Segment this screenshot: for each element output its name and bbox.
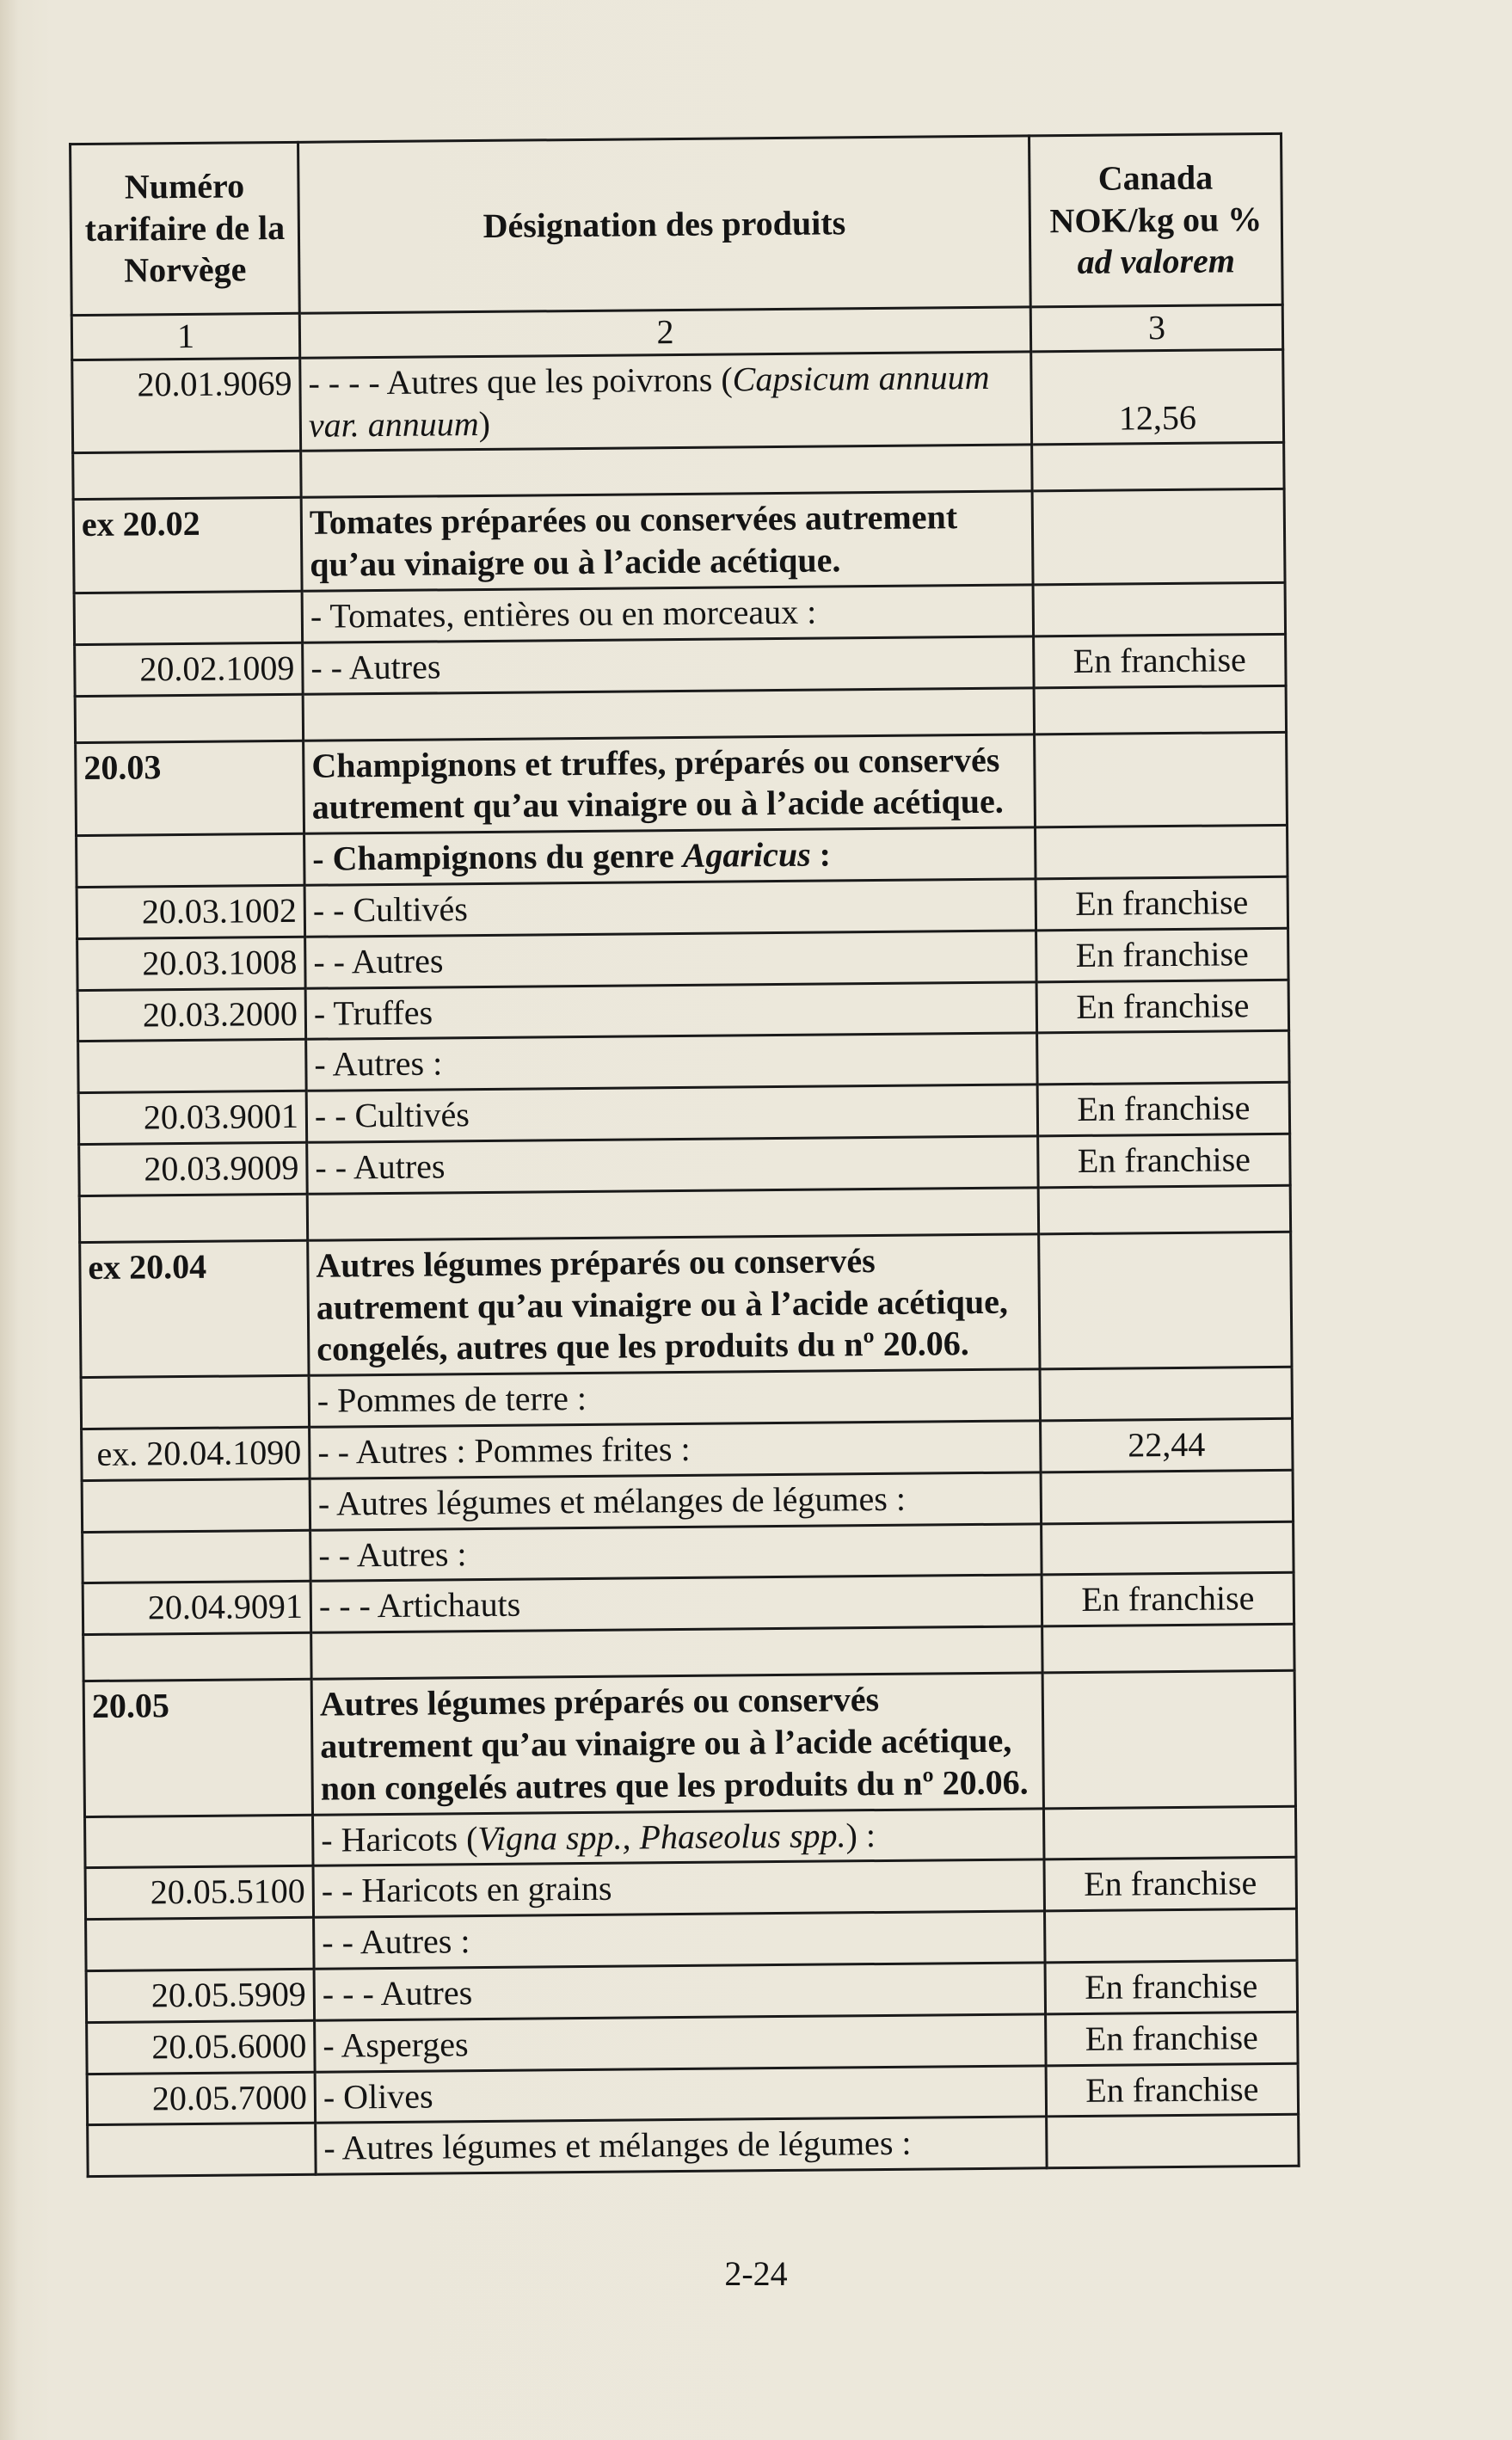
product-designation-cell bbox=[301, 491, 1033, 591]
designation-text: - Haricots ( bbox=[321, 1818, 478, 1859]
canada-duty-cell: En franchise bbox=[1038, 1134, 1291, 1187]
header-canada-duty-line2: ad valorem bbox=[1077, 241, 1236, 282]
header-tariff-number: Numéro tarifaire de la Norvège bbox=[71, 142, 300, 315]
designation-text: - Asperges bbox=[323, 2024, 469, 2065]
designation-text: - - - Autres bbox=[322, 1973, 473, 2013]
product-designation-cell bbox=[301, 445, 1032, 497]
canada-duty-cell: En franchise bbox=[1046, 2012, 1299, 2065]
designation-text: Autres légumes préparés ou conservés autrement qu’au vinaigre ou à l’acide acétique, congelés, autres que les produits du nº 20.06. bbox=[316, 1240, 1009, 1369]
tariff-number-cell bbox=[79, 1194, 307, 1242]
canada-duty-cell: En franchise bbox=[1036, 980, 1289, 1033]
tariff-number-cell: 20.03 bbox=[76, 741, 304, 836]
tariff-number-cell: 20.05.7000 bbox=[87, 2072, 316, 2125]
table-body bbox=[72, 349, 1299, 2177]
product-designation-cell bbox=[315, 2065, 1046, 2123]
canada-duty-cell bbox=[1035, 732, 1288, 827]
designation-text: - - Haricots en grains bbox=[321, 1869, 612, 1910]
product-designation-cell bbox=[306, 1085, 1037, 1142]
designation-text: Tomates préparées ou conservées autrement qu’au vinaigre ou à l’acide acétique. bbox=[309, 497, 958, 584]
table-header-row bbox=[71, 133, 1283, 315]
tariff-number-cell bbox=[85, 1815, 314, 1868]
designation-text: - - Cultivés bbox=[312, 889, 468, 930]
tariff-number-cell: 20.03.1002 bbox=[77, 885, 305, 938]
product-designation-cell bbox=[310, 1472, 1041, 1530]
designation-text: - Tomates, entières ou en morceaux : bbox=[310, 592, 817, 636]
tariff-number-cell bbox=[86, 1917, 315, 1970]
product-designation-cell bbox=[302, 585, 1033, 642]
tariff-number-cell: 20.02.1009 bbox=[75, 642, 304, 696]
designation-text: - Truffes bbox=[313, 993, 433, 1033]
product-designation-cell bbox=[310, 1575, 1042, 1632]
canada-duty-cell bbox=[1045, 1908, 1298, 1962]
table-row bbox=[83, 1670, 1295, 1816]
designation-text: Autres légumes préparés ou conservés autrement qu’au vinaigre ou à l’acide acétique, non congelés autres que les produits du nº 20.06. bbox=[319, 1680, 1029, 1808]
product-designation-cell bbox=[307, 1188, 1038, 1240]
tariff-number-cell bbox=[82, 1478, 310, 1532]
tariff-table bbox=[69, 132, 1300, 2178]
product-designation-cell bbox=[313, 1859, 1044, 1917]
canada-duty-cell: En franchise bbox=[1034, 634, 1287, 687]
canada-duty-cell: 22,44 bbox=[1041, 1418, 1294, 1472]
designation-text: - - Cultivés bbox=[314, 1095, 470, 1135]
tariff-number-cell: 20.05.5100 bbox=[85, 1866, 314, 1920]
tariff-number-cell bbox=[83, 1530, 311, 1583]
product-designation-cell bbox=[311, 1673, 1043, 1815]
designation-text: Champignons et truffes, préparés ou conservés autrement qu’au vinaigre ou à l’acide acétique. bbox=[311, 740, 1004, 827]
tariff-number-cell: 20.04.9091 bbox=[83, 1582, 311, 1635]
page-number: 2-24 bbox=[724, 2254, 788, 2293]
tariff-number-cell bbox=[83, 1632, 311, 1681]
canada-duty-cell: En franchise bbox=[1042, 1573, 1294, 1626]
product-designation-cell bbox=[304, 734, 1036, 833]
product-designation-cell bbox=[312, 1808, 1043, 1865]
canada-duty-cell bbox=[1032, 443, 1284, 492]
designation-text: - - Autres bbox=[313, 941, 444, 981]
canada-duty-cell: 12,56 bbox=[1031, 349, 1284, 445]
canada-duty-cell: En franchise bbox=[1037, 1082, 1290, 1135]
product-designation-cell bbox=[304, 827, 1036, 885]
table-row bbox=[88, 2115, 1299, 2177]
designation-text: - - Autres : bbox=[322, 1921, 470, 1962]
designation-trailing-text: ) : bbox=[845, 1815, 876, 1854]
product-designation-cell bbox=[306, 1033, 1037, 1091]
designation-text: - - Autres : bbox=[318, 1533, 467, 1575]
tariff-number-cell: 20.03.1008 bbox=[77, 937, 306, 990]
product-designation-cell bbox=[310, 1421, 1041, 1478]
product-designation-cell bbox=[311, 1626, 1042, 1679]
tariff-number-cell: 20.03.2000 bbox=[77, 988, 306, 1042]
canada-duty-cell bbox=[1034, 685, 1286, 734]
header-canada-duty-line1: Canada NOK/kg ou % bbox=[1049, 157, 1263, 240]
table-row bbox=[72, 349, 1284, 453]
designation-italic-text: Agaricus bbox=[682, 834, 811, 876]
tariff-number-cell: ex 20.02 bbox=[73, 498, 302, 593]
table-row bbox=[80, 1232, 1292, 1378]
table-row bbox=[73, 489, 1285, 593]
tariff-number-cell bbox=[73, 452, 301, 500]
product-designation-cell bbox=[304, 879, 1036, 937]
designation-text: - - - - Autres que les poivrons ( bbox=[308, 360, 733, 403]
tariff-number-cell: 20.05.6000 bbox=[87, 2020, 316, 2074]
product-designation-cell bbox=[303, 636, 1034, 694]
tariff-number-cell bbox=[74, 591, 303, 644]
product-designation-cell bbox=[315, 2014, 1046, 2072]
canada-duty-cell bbox=[1042, 1624, 1294, 1673]
product-designation-cell bbox=[314, 1963, 1045, 2020]
canada-duty-cell: En franchise bbox=[1036, 928, 1289, 981]
designation-trailing-text: : bbox=[810, 834, 832, 874]
canada-duty-cell: En franchise bbox=[1044, 1858, 1297, 1911]
product-designation-cell bbox=[308, 1234, 1040, 1376]
designation-text: - - Autres bbox=[315, 1146, 446, 1187]
canada-duty-cell bbox=[1040, 1367, 1293, 1420]
tariff-number-cell: 20.01.9069 bbox=[72, 358, 301, 453]
canada-duty-cell bbox=[1032, 489, 1285, 585]
canada-duty-cell: En franchise bbox=[1046, 2063, 1299, 2117]
designation-text: - Autres : bbox=[314, 1043, 443, 1085]
designation-text: - Autres légumes et mélanges de légumes : bbox=[317, 1478, 907, 1523]
tariff-number-cell: 20.03.9001 bbox=[78, 1091, 307, 1144]
canada-duty-cell bbox=[1042, 1521, 1294, 1575]
header-canada-duty bbox=[1029, 133, 1282, 307]
canada-duty-cell: En franchise bbox=[1036, 876, 1288, 930]
tariff-number-cell bbox=[77, 833, 305, 887]
column-number-2: 2 bbox=[299, 307, 1030, 358]
canada-duty-cell bbox=[1043, 1806, 1296, 1859]
tariff-number-cell: 20.05 bbox=[83, 1679, 312, 1816]
designation-text: - Champignons du genre bbox=[312, 836, 683, 878]
designation-text: - Olives bbox=[323, 2076, 433, 2117]
designation-text: - Autres légumes et mélanges de légumes : bbox=[323, 2123, 912, 2167]
tariff-number-cell: ex 20.04 bbox=[80, 1240, 309, 1378]
designation-italic-text: Capsicum annuum var. annuum bbox=[308, 357, 990, 445]
product-designation-cell bbox=[309, 1369, 1040, 1427]
product-designation-cell bbox=[305, 981, 1036, 1039]
tariff-number-cell: ex. 20.04.1090 bbox=[82, 1427, 310, 1480]
canada-duty-cell bbox=[1036, 825, 1288, 878]
tariff-number-cell: 20.05.5909 bbox=[86, 1969, 315, 2022]
tariff-number-cell bbox=[81, 1375, 310, 1429]
designation-trailing-text: ) bbox=[478, 403, 491, 443]
canada-duty-cell bbox=[1037, 1031, 1290, 1085]
canada-duty-cell bbox=[1033, 582, 1286, 636]
canada-duty-cell bbox=[1047, 2115, 1300, 2168]
canada-duty-cell bbox=[1039, 1232, 1292, 1369]
product-designation-cell bbox=[307, 1136, 1038, 1194]
tariff-number-cell bbox=[88, 2123, 317, 2177]
product-designation-cell bbox=[310, 1523, 1042, 1581]
tariff-number-cell bbox=[78, 1040, 307, 1093]
designation-text: - - - Artichauts bbox=[318, 1584, 521, 1626]
table-row bbox=[76, 732, 1288, 836]
canada-duty-cell bbox=[1042, 1670, 1295, 1808]
product-designation-cell bbox=[314, 1911, 1045, 1969]
canada-duty-cell bbox=[1038, 1185, 1290, 1234]
designation-text: - - Autres : Pommes frites : bbox=[317, 1429, 691, 1472]
product-designation-cell bbox=[303, 687, 1034, 740]
designation-text: - - Autres bbox=[310, 647, 441, 687]
column-number-3: 3 bbox=[1030, 304, 1282, 351]
column-number-1: 1 bbox=[71, 313, 299, 360]
canada-duty-cell: En franchise bbox=[1045, 1960, 1298, 2013]
product-designation-cell bbox=[316, 2117, 1047, 2174]
product-designation-cell bbox=[305, 931, 1036, 988]
tariff-number-cell: 20.03.9009 bbox=[79, 1142, 308, 1195]
product-designation-cell bbox=[300, 352, 1032, 452]
header-product-designation: Désignation des produits bbox=[298, 136, 1031, 313]
designation-italic-text: Vigna spp., Phaseolus spp. bbox=[477, 1815, 846, 1858]
tariff-number-cell bbox=[75, 694, 303, 742]
canada-duty-cell bbox=[1041, 1470, 1294, 1523]
designation-text: - Pommes de terre : bbox=[317, 1379, 587, 1420]
